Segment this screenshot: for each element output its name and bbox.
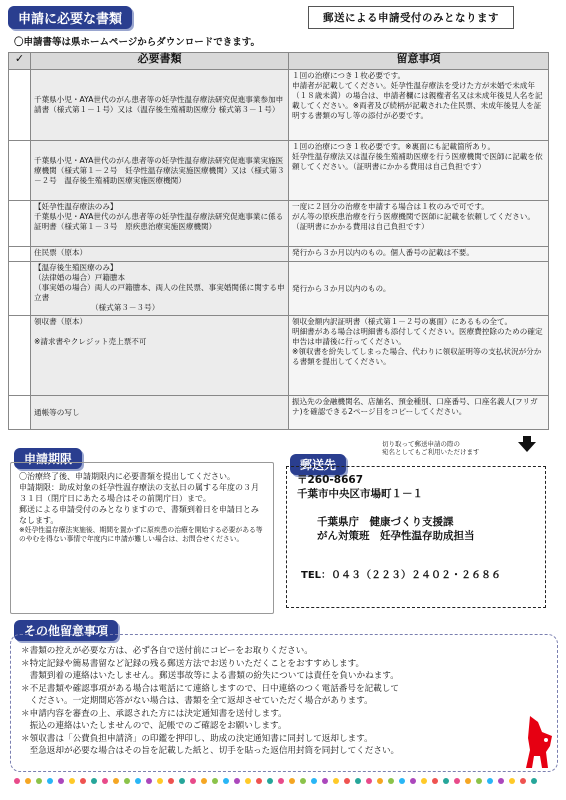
period-line: 郵送による申請受付のみとなりますので、書類到着日を申請日とみなします。 <box>19 505 259 525</box>
table-header-row <box>9 53 549 70</box>
doc-note: 領収金額内訳証明書（様式第１－２号の裏面）にあるもの全て。 明細書がある場合は明細書も添付してください。医療費控除のための確定申告は申請後に行ってください。 ※領収書を紛失してしまった場合、代わりに領収証明等の支払状況が分かる書類を提出してください。 <box>289 316 549 396</box>
decorative-dot <box>190 778 196 784</box>
doc-name: 領収書（原本） ※請求書やクレジット売上票不可 <box>31 316 289 396</box>
table-row <box>9 316 549 396</box>
decorative-dot <box>245 778 251 784</box>
check-cell[interactable] <box>9 316 31 396</box>
decorative-dot <box>300 778 306 784</box>
decorative-dot <box>531 778 537 784</box>
doc-name: 住民票（原本） <box>31 247 289 262</box>
period-line: 申請期限：助成対象の妊孕性温存療法の支払日の属する年度の３月３１日（閉庁日にあたる場合はその前開庁日）まで。 <box>19 483 259 503</box>
decorative-dot <box>520 778 526 784</box>
documents-table <box>8 52 549 430</box>
cut-note: 切り取って郵送申請の際の 宛名としてもご利用いただけます <box>382 440 480 456</box>
decorative-dot <box>113 778 119 784</box>
doc-note: １回の治療につき１枚必要です。※裏面にも記載箇所あり。 妊孕性温存療法又は温存後生殖補助医療を行う医療機関で医師に記載を依頼してください。（証明書にかかる費用は自己負担です） <box>289 141 549 201</box>
other-line: ください。一定期間応答がない場合は、書類を全て返却させていただく場合があります。 <box>21 696 373 706</box>
decorative-dot <box>289 778 295 784</box>
decorative-dot <box>201 778 207 784</box>
table-row <box>9 396 549 430</box>
decorative-dot <box>14 778 20 784</box>
decorative-dot <box>443 778 449 784</box>
other-line: 至急返却が必要な場合はその旨を記載した紙と、切手を貼った返信用封筒を同封してください。 <box>21 746 400 756</box>
doc-note: 発行から３か月以内のもの。 <box>289 262 549 316</box>
check-cell[interactable] <box>9 247 31 262</box>
decorative-dot <box>91 778 97 784</box>
period-small-note: ※妊孕性温存療法実施後、期間を置かずに原疾患の治療を開始する必要がある等のやむを得ない事情で年度内に申請が難しい場合は、お問合せください。 <box>19 526 263 543</box>
decorative-dot <box>388 778 394 784</box>
decorative-dot <box>256 778 262 784</box>
decorative-dot <box>311 778 317 784</box>
section-title-other: その他留意事項 <box>14 620 118 641</box>
section-title-period: 申請期限 <box>14 448 82 469</box>
decorative-dot <box>465 778 471 784</box>
doc-name: 【温存後生殖医療のみ】 （法律婚の場合）戸籍謄本 （事実婚の場合）両人の戸籍謄本、両人の住民票、事実婚関係に関する申立書 （様式第３－３号） <box>31 262 289 316</box>
decorative-dot <box>421 778 427 784</box>
address-box <box>286 466 546 608</box>
other-line: ＊特定記録や簡易書留など記録の残る郵送方法でお送りいただくことをおすすめします。 <box>21 658 365 669</box>
other-line: 振込の連絡はいたしませんので、記帳でのご確認をお願いします。 <box>21 721 287 731</box>
table-row <box>9 201 549 247</box>
address: 千葉市中央区市場町１－１ <box>297 488 423 500</box>
period-line: 〇治療終了後、申請期限内に必要書類を提出してください。 <box>19 472 235 481</box>
decorative-dot <box>509 778 515 784</box>
decorative-dot <box>355 778 361 784</box>
docs-column-header: 必要書類 <box>31 53 289 70</box>
other-notes-box <box>10 634 558 772</box>
decorative-dot <box>487 778 493 784</box>
decorative-dot <box>432 778 438 784</box>
table-row <box>9 247 549 262</box>
decorative-dot <box>69 778 75 784</box>
decorative-dot <box>322 778 328 784</box>
check-cell[interactable] <box>9 141 31 201</box>
other-line: 書類到着の連絡はいたしません。郵送事故等による書類の紛失については責任を負いかねます。 <box>21 671 399 681</box>
decorative-dot <box>212 778 218 784</box>
chiba-mascot-icon <box>522 712 560 774</box>
decorative-dot <box>135 778 141 784</box>
doc-note: 発行から３か月以内のもの。個人番号の記載は不要。 <box>289 247 549 262</box>
doc-note: 一度に２回分の治療を申請する場合は１枚のみで可です。 がん等の原疾患治療を行う医療機関で医師に記載を依頼してください。（証明書にかかる費用は自己負担です） <box>289 201 549 247</box>
decorative-dot <box>234 778 240 784</box>
decorative-dot <box>80 778 86 784</box>
check-column-header: ✓ <box>9 53 31 70</box>
doc-name: 千葉県小児・AYA世代のがん患者等の妊孕性温存療法研究促進事業実施医療機関（様式第１－２号 妊孕性温存療法実施医療機関）又は（様式第３－２号 温存後生殖補助医療実施医療機関） <box>31 141 289 201</box>
period-box <box>10 462 274 614</box>
tel: TEL：０４３（２２３）２４０２・２６８６ <box>301 570 502 581</box>
zip-code: 〒260-8667 <box>297 474 363 486</box>
check-cell[interactable] <box>9 396 31 430</box>
other-line: ＊不足書類や確認事項がある場合は電話にて連絡しますので、日中連絡のつく電話番号を記載して <box>21 683 399 694</box>
other-line: ＊領収書は「公費負担申請済」の印鑑を押印し、助成の決定通知書に同封して返却します。 <box>21 733 373 744</box>
other-line: ＊書類の控えが必要な方は、必ず各自で送付前にコピーをお取りください。 <box>21 646 313 656</box>
dept-line-2: がん対策班 妊孕性温存助成担当 <box>317 530 475 542</box>
decorative-dot <box>47 778 53 784</box>
decorative-dot <box>399 778 405 784</box>
down-arrow-icon <box>518 436 536 452</box>
decorative-dot <box>454 778 460 784</box>
table-row <box>9 70 549 141</box>
decorative-dot <box>124 778 130 784</box>
notes-column-header: 留意事項 <box>289 53 549 70</box>
decorative-dot <box>146 778 152 784</box>
check-cell[interactable] <box>9 262 31 316</box>
decorative-dot <box>168 778 174 784</box>
table-row <box>9 141 549 201</box>
decorative-dot <box>344 778 350 784</box>
decorative-dot <box>366 778 372 784</box>
decorative-dot <box>377 778 383 784</box>
decorative-dot <box>498 778 504 784</box>
doc-name: 千葉県小児・AYA世代のがん患者等の妊孕性温存療法研究促進事業参加申請書（様式第１－１号）又は（温存後生殖補助医療分 様式第３－１号） <box>31 70 289 141</box>
decorative-dot <box>223 778 229 784</box>
section-title-required-docs: 申請に必要な書類 <box>8 6 132 29</box>
decorative-dot <box>58 778 64 784</box>
dept-line-1: 千葉県庁 健康づくり支援課 <box>317 516 454 528</box>
doc-note: 振込先の金融機関名、店舗名、預金種別、口座番号、口座名義人(フリガナ)を確認できる2ページ目をコピーしてください。 <box>289 396 549 430</box>
decorative-dot <box>157 778 163 784</box>
section-title-mail: 郵送先 <box>290 454 346 475</box>
other-line: ＊申請内容を審査の上、承認された方には決定通知書を送付します。 <box>21 708 287 719</box>
mail-only-notice: 郵送による申請受付のみとなります <box>308 6 514 29</box>
doc-note: １回の治療につき１枚必要です。 申請者が記載してください。妊孕性温存療法を受けた方が未婚で未成年（１８歳未満）の場合は、申請者欄には親権者名又は未成年後見人名を記載してください。※両者及び続柄が記載された住民票、未成年後見人を証明する書類の写し等の添付が必要です。 <box>289 70 549 141</box>
doc-name: 通帳等の写し <box>31 396 289 430</box>
decorative-dot <box>179 778 185 784</box>
download-note: 〇申請書等は県ホームページからダウンロードできます。 <box>14 37 261 48</box>
decorative-dot <box>102 778 108 784</box>
decorative-dot-border <box>14 778 537 784</box>
decorative-dot <box>267 778 273 784</box>
decorative-dot <box>410 778 416 784</box>
doc-name: 【妊孕性温存療法のみ】 千葉県小児・AYA世代のがん患者等の妊孕性温存療法研究促進事業に係る証明書（様式第１－３号 原疾患治療実施医療機関） <box>31 201 289 247</box>
check-cell[interactable] <box>9 201 31 247</box>
decorative-dot <box>36 778 42 784</box>
decorative-dot <box>476 778 482 784</box>
decorative-dot <box>278 778 284 784</box>
decorative-dot <box>333 778 339 784</box>
table-row <box>9 262 549 316</box>
check-cell[interactable] <box>9 70 31 141</box>
decorative-dot <box>25 778 31 784</box>
